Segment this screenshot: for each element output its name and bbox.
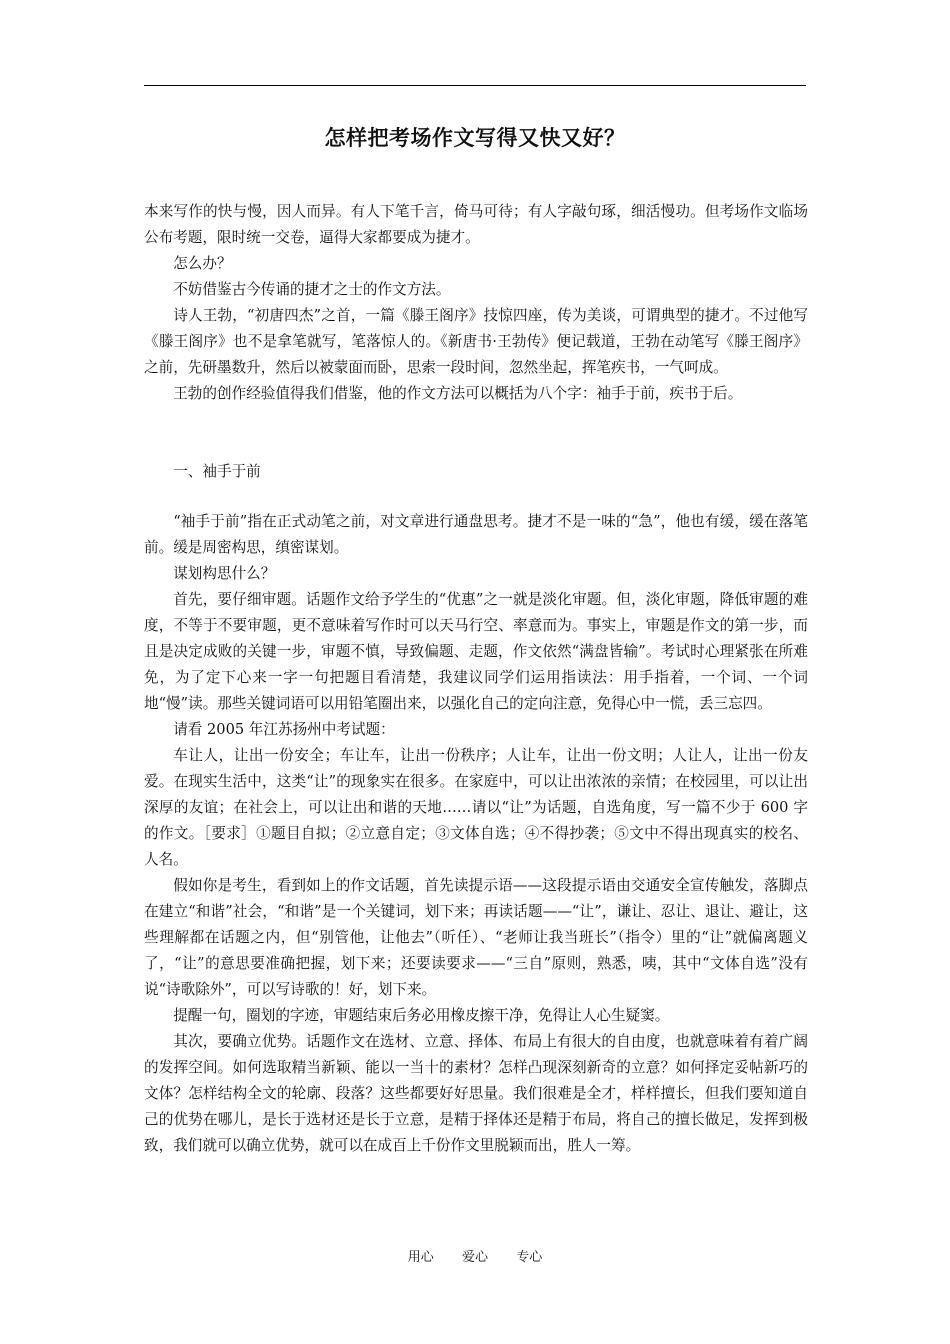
paragraph-wangbo: 诗人王勃，“初唐四杰”之首，一篇《滕王阁序》技惊四座，传为美谈，可谓典型的捷才。不过他写《滕王阁序》也不是拿笔就写，笔落惊人的。《新唐书·王勃传》便记载道，王勃在动笔写《滕王阁序》之前，先研墨数升，然后以被蒙面而卧，思索一段时间，忽然坐起，挥笔疾书，一气呵成。	[144, 307, 808, 376]
spacer	[144, 485, 808, 509]
paragraph-exam-intro: 请看 2005 年江苏扬州中考试题：	[173, 721, 395, 738]
section-heading: 一、袖手于前	[173, 463, 261, 480]
paragraph-review-topic: 首先，要仔细审题。话题作文给予学生的“优惠”之一就是淡化审题。但，淡化审题，降低审题的难度，不等于不要审题，更不意味着写作时可以天马行空、率意而为。事实上，审题是作文的第一步，而且是决定成败的关键一步，审题不慎，导致偏题、走题，作文依然“满盘皆输”。考试时心理紧张在所难免，为了定下心来一字一句把题目看清楚，我建议同学们运用指读法：用手指着，一个词、一个词地“慢”读。那些关键词语可以用铅笔圈出来，以强化自己的定向注意，免得心中一慌，丢三忘四。	[144, 591, 808, 712]
page-footer: 用心 爱心 专心	[407, 1250, 543, 1265]
paragraph-question: 怎么办？	[173, 255, 232, 272]
paragraph-example-analysis: 假如你是考生，看到如上的作文话题，首先读提示语——这段提示语由交通安全宣传触发，落脚点在建立“和谐”社会，“和谐”是一个关键词，划下来；再读话题——“让”，谦让、忍让、退让、避让，这些理解都在话题之内，但“别管他，让他去”（听任）、“老师让我当班长”（指令）里的“让”就偏离题义了，“让”的意思要准确把握，划下来；还要读要求——“三自”原则，熟悉，咦，其中“文体自选”没有说“诗歌除外”，可以写诗歌的！好，划下来。	[144, 877, 808, 998]
header-rule	[144, 85, 806, 86]
paragraph-intro: 本来写作的快与慢，因人而异。有人下笔千言，倚马可待；有人字敲句琢，细活慢功。但考场作文临场公布考题，限时统一交卷，逼得大家都要成为捷才。	[144, 203, 808, 246]
paragraph-reminder: 提醒一句，圈划的字迹，审题结束后务必用橡皮擦干净，免得让人心生疑窦。	[173, 1007, 670, 1024]
paragraph-advantage: 其次，要确立优势。话题作文在选材、立意、择体、布局上有很大的自由度，也就意味着有着广阔的发挥空间。如何选取精当新颖、能以一当十的素材？怎样凸现深刻新奇的立意？如何择定妥帖新巧的文体？怎样结构全文的轮廓、段落？这些都要好好思量。我们很难是全才，样样擅长，但我们要知道自己的优势在哪儿，是长于选材还是长于立意，是精于择体还是精于布局，将自己的擅长做足，发挥到极致，我们就可以确立优势，就可以在成百上千份作文里脱颖而出，胜人一筹。	[144, 1033, 808, 1154]
document-body	[144, 199, 808, 1159]
spacer	[144, 407, 808, 459]
paragraph-definition: “袖手于前”指在正式动笔之前，对文章进行通盘思考。捷才不是一味的“急”，他也有缓，缓在落笔前。缓是周密构思，缜密谋划。	[144, 513, 808, 556]
paragraph-question-2: 谋划构思什么？	[173, 565, 276, 582]
paragraph-suggestion: 不妨借鉴古今传诵的捷才之士的作文方法。	[173, 281, 451, 298]
paragraph-method: 王勃的创作经验值得我们借鉴，他的作文方法可以概括为八个字：袖手于前，疾书于后。	[173, 385, 743, 402]
paragraph-exam-prompt: 车让人，让出一份安全；车让车，让出一份秩序；人让车，让出一份文明；人让人，让出一份友爱。在现实生活中，这类“让”的现象实在很多。在家庭中，可以让出浓浓的亲情；在校园里，可以让出深厚的友谊；在社会上，可以让出和谐的天地……请以“让”为话题，自选角度，写一篇不少于 600 字的作文。［要求］①题目自拟；②立意自定；③文体自选；④不得抄袭；⑤文中不得出现真实的校名、人名。	[144, 747, 808, 868]
document-title: 怎样把考场作文写得又快又好？	[324, 126, 626, 150]
